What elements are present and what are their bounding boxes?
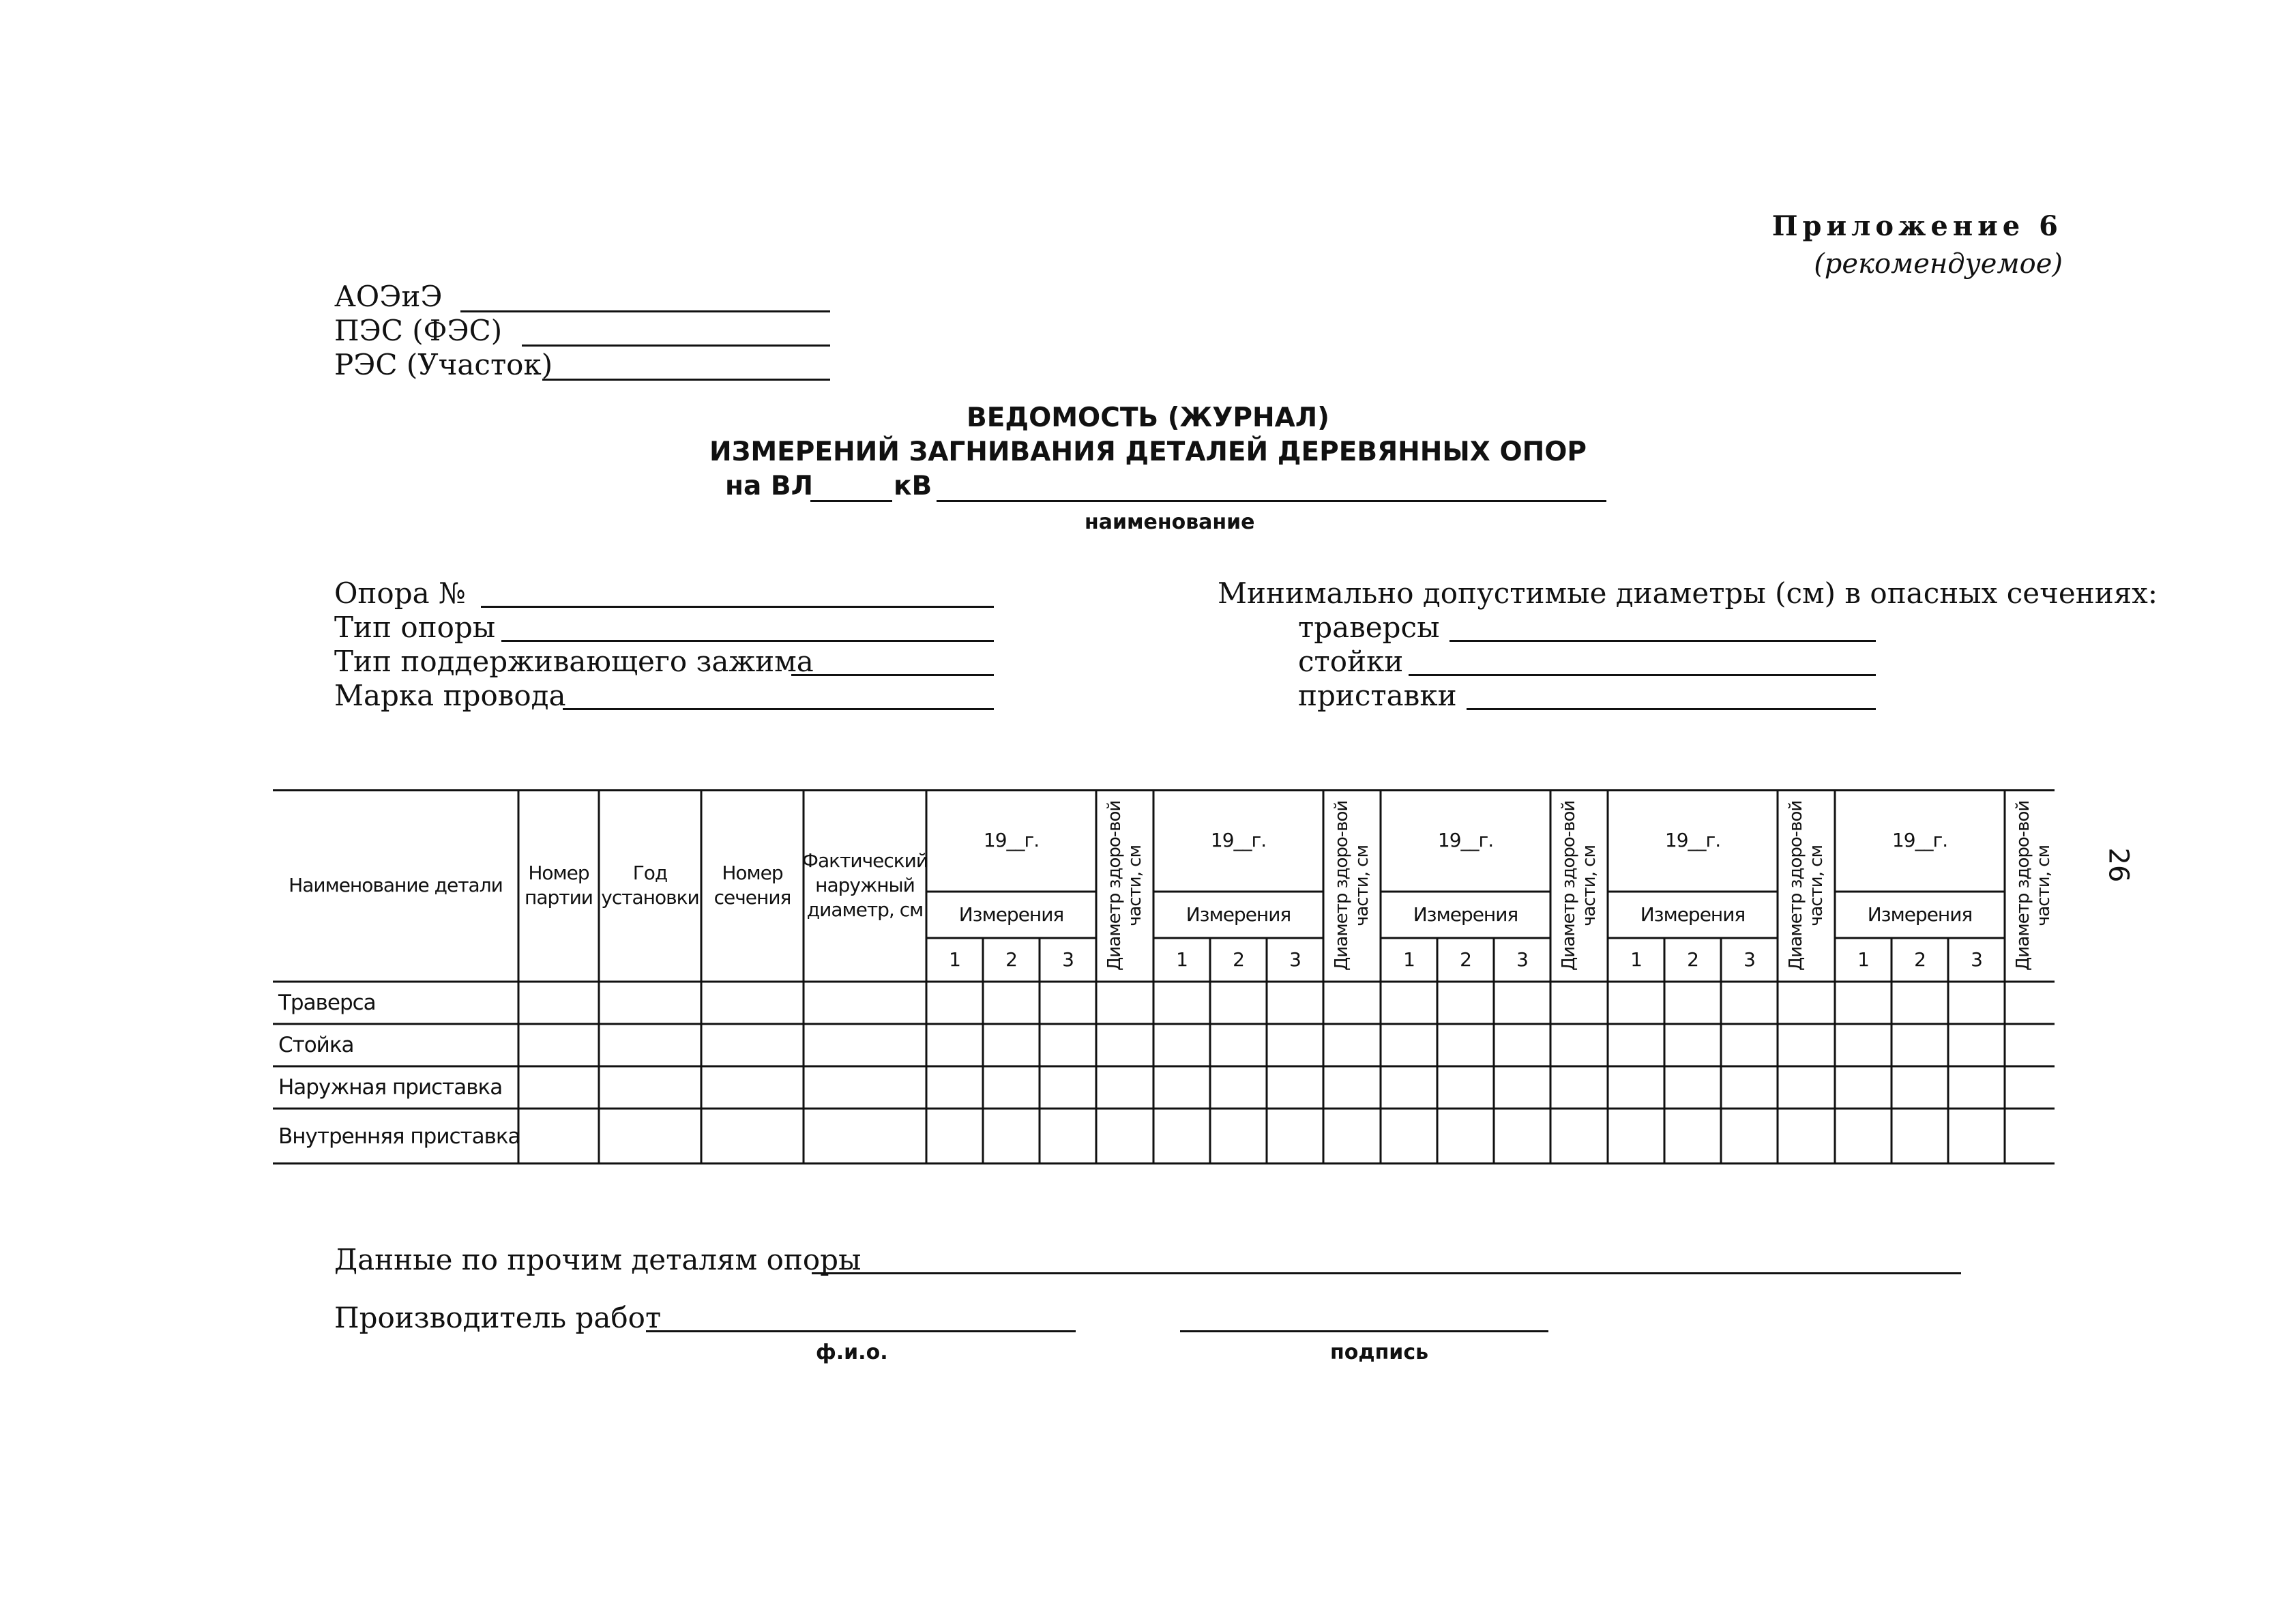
wire-brand-label: Марка провода [334, 679, 566, 712]
crossarm-label: траверсы [1298, 611, 1440, 644]
row-label-2: Стойка [278, 1033, 354, 1057]
header-measurement-1-2: 2 [1005, 948, 1017, 971]
header-year-3: 19__г. [1437, 829, 1494, 851]
header-actual-diameter: Фактический наружный диаметр, см [801, 849, 928, 921]
header-healthy-diameter-2: Диаметр здоро-вой части, см [1331, 800, 1372, 971]
header-year-4: 19__г. [1664, 829, 1721, 851]
attachment-label: приставки [1298, 679, 1457, 712]
support-no-line[interactable] [481, 606, 994, 608]
clamp-type-line[interactable] [791, 674, 994, 676]
header-measurement-2-3: 3 [1289, 948, 1301, 971]
header-measurement-4-2: 2 [1687, 948, 1698, 971]
header-measurement-3-3: 3 [1516, 948, 1528, 971]
org-field-res: РЭС (Участок) [334, 348, 553, 381]
vl-name-line[interactable] [937, 500, 1606, 502]
post-line[interactable] [1409, 674, 1876, 676]
header-measurements-3: Измерения [1413, 903, 1518, 926]
support-type-line[interactable] [501, 640, 994, 642]
post-label: стойки [1298, 645, 1404, 678]
name-caption: наименование [1085, 510, 1255, 534]
header-install-year: Год установки [601, 862, 699, 909]
header-measurement-3-1: 1 [1403, 948, 1415, 971]
vl-label: на ВЛ [725, 471, 813, 501]
header-measurement-3-2: 2 [1460, 948, 1471, 971]
row-label-3: Наружная приставка [278, 1075, 503, 1100]
kv-label: кВ [894, 471, 932, 501]
header-detail-name: Наименование детали [289, 874, 503, 896]
foreman-label: Производитель работ [334, 1301, 662, 1334]
header-batch-number: Номер партии [525, 862, 593, 909]
org-field-aoeie: АОЭиЭ [334, 280, 443, 313]
header-section-number: Номер сечения [713, 862, 791, 909]
row-label-4: Внутренняя приставка [278, 1124, 520, 1149]
header-measurement-4-1: 1 [1630, 948, 1642, 971]
header-measurement-5-1: 1 [1857, 948, 1869, 971]
other-data-label: Данные по прочим деталям опоры [334, 1243, 862, 1276]
header-healthy-diameter-5: Диаметр здоро-вой части, см [2013, 800, 2054, 971]
header-measurement-2-2: 2 [1233, 948, 1244, 971]
header-healthy-diameter-1: Диаметр здоро-вой части, см [1104, 800, 1145, 971]
foreman-signature-line[interactable] [1180, 1330, 1548, 1332]
support-type-label: Тип опоры [334, 611, 496, 644]
appendix-label: Приложение 6 [1771, 210, 2063, 242]
attachment-line[interactable] [1467, 708, 1876, 710]
signature-caption: подпись [1330, 1340, 1429, 1364]
other-data-line[interactable] [812, 1272, 1961, 1274]
header-measurements-5: Измерения [1867, 903, 1973, 926]
header-year-5: 19__г. [1892, 829, 1948, 851]
header-measurement-5-2: 2 [1914, 948, 1926, 971]
appendix-note: (рекомендуемое) [1814, 248, 2063, 280]
header-measurement-2-1: 1 [1176, 948, 1188, 971]
document-subtitle: ИЗМЕРЕНИЙ ЗАГНИВАНИЯ ДЕТАЛЕЙ ДЕРЕВЯННЫХ ОПОР [709, 437, 1587, 467]
header-measurement-1-1: 1 [949, 948, 960, 971]
foreman-fio-line[interactable] [646, 1330, 1076, 1332]
org-field-aoeie-line[interactable] [460, 310, 830, 312]
min-diameters-title: Минимально допустимые диаметры (см) в опасных сечениях: [1218, 576, 2158, 610]
vl-voltage-line[interactable] [810, 500, 892, 502]
header-measurement-5-3: 3 [1971, 948, 1982, 971]
org-field-res-line[interactable] [542, 379, 830, 381]
header-measurements-4: Измерения [1640, 903, 1746, 926]
wire-brand-line[interactable] [563, 708, 994, 710]
document-title: ВЕДОМОСТЬ (ЖУРНАЛ) [966, 402, 1329, 433]
header-measurement-4-3: 3 [1743, 948, 1755, 971]
header-measurements-1: Измерения [958, 903, 1064, 926]
header-healthy-diameter-3: Диаметр здоро-вой части, см [1559, 800, 1600, 971]
page-number: 26 [2102, 847, 2134, 883]
row-label-1: Траверса [278, 991, 376, 1015]
header-measurement-1-3: 3 [1062, 948, 1074, 971]
measurements-table [273, 789, 2055, 1164]
fio-caption: ф.и.о. [816, 1340, 888, 1364]
org-field-pes: ПЭС (ФЭС) [334, 314, 503, 347]
crossarm-line[interactable] [1449, 640, 1876, 642]
header-healthy-diameter-4: Диаметр здоро-вой части, см [1786, 800, 1827, 971]
header-year-2: 19__г. [1210, 829, 1267, 851]
header-measurements-2: Измерения [1186, 903, 1291, 926]
support-no-label: Опора № [334, 576, 466, 610]
org-field-pes-line[interactable] [522, 345, 830, 347]
header-year-1: 19__г. [983, 829, 1040, 851]
clamp-type-label: Тип поддерживающего зажима [334, 645, 814, 678]
